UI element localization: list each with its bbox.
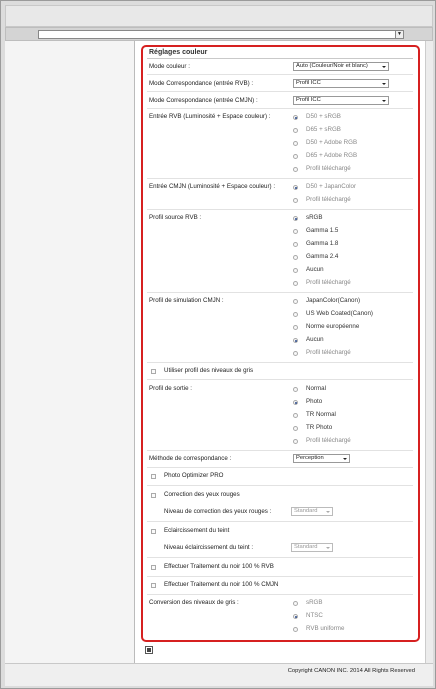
- radio-icon: [293, 229, 298, 234]
- radio-icon: [293, 198, 298, 203]
- divider: [147, 58, 413, 59]
- niveau-eclaircissement-label: Niveau éclaircissement du teint :: [164, 544, 254, 551]
- back-to-top-icon[interactable]: [145, 646, 153, 654]
- radio-icon: [293, 426, 298, 431]
- methode-corr-value: Perception: [296, 455, 324, 461]
- checkbox-icon: [151, 369, 156, 374]
- conversion-gris-label: Conversion des niveaux de gris :: [149, 599, 239, 606]
- radio-icon: [293, 154, 298, 159]
- radio-icon: [293, 400, 298, 405]
- radio-icon: [293, 128, 298, 133]
- divider: [147, 209, 413, 210]
- color-settings-panel: Réglages couleur Mode couleur : Auto (Couleur/Noir et blanc) Mode Correspondance (entrée RVB) : Profil ICC Mode Correspondance (entrée CMJN) : Profil ICC Entrée RVB (Luminosité + Espace couleur) : D50 + sRGB D65 + sRGB D50 + Adobe RGB D65 + Adobe RGB Profil téléchargé Entrée CMJN (Luminosité + Espace couleur) : D50 + JapanColor Profil téléchargé Profil source RVB : sRGB Gamma 1.5 Gamma 1.8 Gamma 2.4 Aucun Profil téléchargé Profil de simulation CMJN : JapanColor(Canon) US Web Coated(Canon) Norme européenne Aucun Profil téléchargé Utiliser profil des niveaux de gris Profil de sortie : Normal Photo TR Normal TR Photo Profil téléchargé Méthode de correspondance : Perception Photo Optimizer PRO Correction des yeux rouges Niveau de correction des yeux rouges : Standard Eclaircissement du teint Niveau éclaircissement du teint : Standard Effectuer Traitement du noir 100 % RVB Effectuer Traitement du noir 100 % CMJN Conversion des niveaux de gris : sRGB NTSC RVB uniforme: [141, 45, 420, 642]
- radio-icon: [293, 614, 298, 619]
- radio-icon: [293, 312, 298, 317]
- niveau-yeux-rouges-label: Niveau de correction des yeux rouges :: [164, 508, 272, 515]
- caret-down-icon: [382, 66, 386, 68]
- niveau-yeux-rouges-select[interactable]: [291, 507, 333, 516]
- checkbox-icon: [151, 493, 156, 498]
- mode-couleur-value: Auto (Couleur/Noir et blanc): [296, 63, 368, 69]
- radio-icon: [293, 601, 298, 606]
- caret-down-icon: [382, 100, 386, 102]
- section-title: Réglages couleur: [149, 49, 208, 56]
- niveau-eclaircissement-select[interactable]: [291, 543, 333, 552]
- divider: [147, 557, 413, 558]
- mode-corr-cmjn-select[interactable]: [293, 96, 389, 105]
- caret-down-icon: [326, 511, 330, 513]
- divider: [147, 485, 413, 486]
- profil-simulation-label: Profil de simulation CMJN :: [149, 297, 224, 304]
- divider: [147, 379, 413, 380]
- radio-icon: [293, 299, 298, 304]
- radio-icon: [293, 167, 298, 172]
- divider: [147, 467, 413, 468]
- radio-icon: [293, 439, 298, 444]
- mode-corr-cmjn-value: Profil ICC: [296, 97, 321, 103]
- radio-icon: [293, 185, 298, 190]
- chevron-down-icon[interactable]: ▼: [395, 31, 403, 38]
- vertical-scrollbar[interactable]: [425, 41, 433, 663]
- radio-icon: [293, 268, 298, 273]
- divider: [147, 362, 413, 363]
- checkbox-icon: [151, 583, 156, 588]
- divider: [147, 450, 413, 451]
- mode-corr-rvb-label: Mode Correspondance (entrée RVB) :: [149, 80, 254, 87]
- copyright-text: Copyright CANON INC. 2014 All Rights Reserved: [287, 668, 415, 674]
- profil-source-rvb-label: Profil source RVB :: [149, 214, 202, 221]
- mode-corr-rvb-value: Profil ICC: [296, 80, 321, 86]
- footer: [5, 663, 433, 686]
- divider: [147, 594, 413, 595]
- divider: [147, 178, 413, 179]
- radio-icon: [293, 115, 298, 120]
- page-select-dropdown[interactable]: [38, 30, 404, 39]
- profil-sortie-label: Profil de sortie :: [149, 385, 192, 392]
- niveau-eclaircissement-value: Standard: [294, 544, 318, 550]
- radio-icon: [293, 255, 298, 260]
- radio-icon: [293, 242, 298, 247]
- divider: [147, 292, 413, 293]
- mode-corr-rvb-select[interactable]: [293, 79, 389, 88]
- entree-cmjn-label: Entrée CMJN (Luminosité + Espace couleur) :: [149, 183, 276, 190]
- radio-icon: [293, 281, 298, 286]
- left-navigation-panel: [5, 41, 135, 663]
- radio-icon: [293, 141, 298, 146]
- radio-icon: [293, 338, 298, 343]
- methode-corr-select[interactable]: [293, 454, 350, 463]
- caret-down-icon: [382, 83, 386, 85]
- main-content: [135, 41, 433, 663]
- radio-icon: [293, 325, 298, 330]
- checkbox-icon: [151, 565, 156, 570]
- checkbox-icon: [151, 529, 156, 534]
- caret-down-icon: [326, 547, 330, 549]
- divider: [147, 108, 413, 109]
- entree-rvb-label: Entrée RVB (Luminosité + Espace couleur) :: [149, 113, 271, 120]
- address-row: [5, 27, 433, 41]
- radio-icon: [293, 216, 298, 221]
- divider: [147, 521, 413, 522]
- methode-corr-label: Méthode de correspondance :: [149, 455, 232, 462]
- divider: [147, 74, 413, 75]
- mode-couleur-select[interactable]: [293, 62, 389, 71]
- radio-icon: [293, 627, 298, 632]
- radio-icon: [293, 387, 298, 392]
- toolbar: [5, 5, 433, 27]
- niveau-yeux-rouges-value: Standard: [294, 508, 318, 514]
- caret-down-icon: [343, 458, 347, 460]
- radio-icon: [293, 413, 298, 418]
- divider: [147, 576, 413, 577]
- radio-icon: [293, 351, 298, 356]
- mode-couleur-label: Mode couleur :: [149, 63, 190, 70]
- checkbox-icon: [151, 474, 156, 479]
- divider: [147, 91, 413, 92]
- mode-corr-cmjn-label: Mode Correspondance (entrée CMJN) :: [149, 97, 258, 104]
